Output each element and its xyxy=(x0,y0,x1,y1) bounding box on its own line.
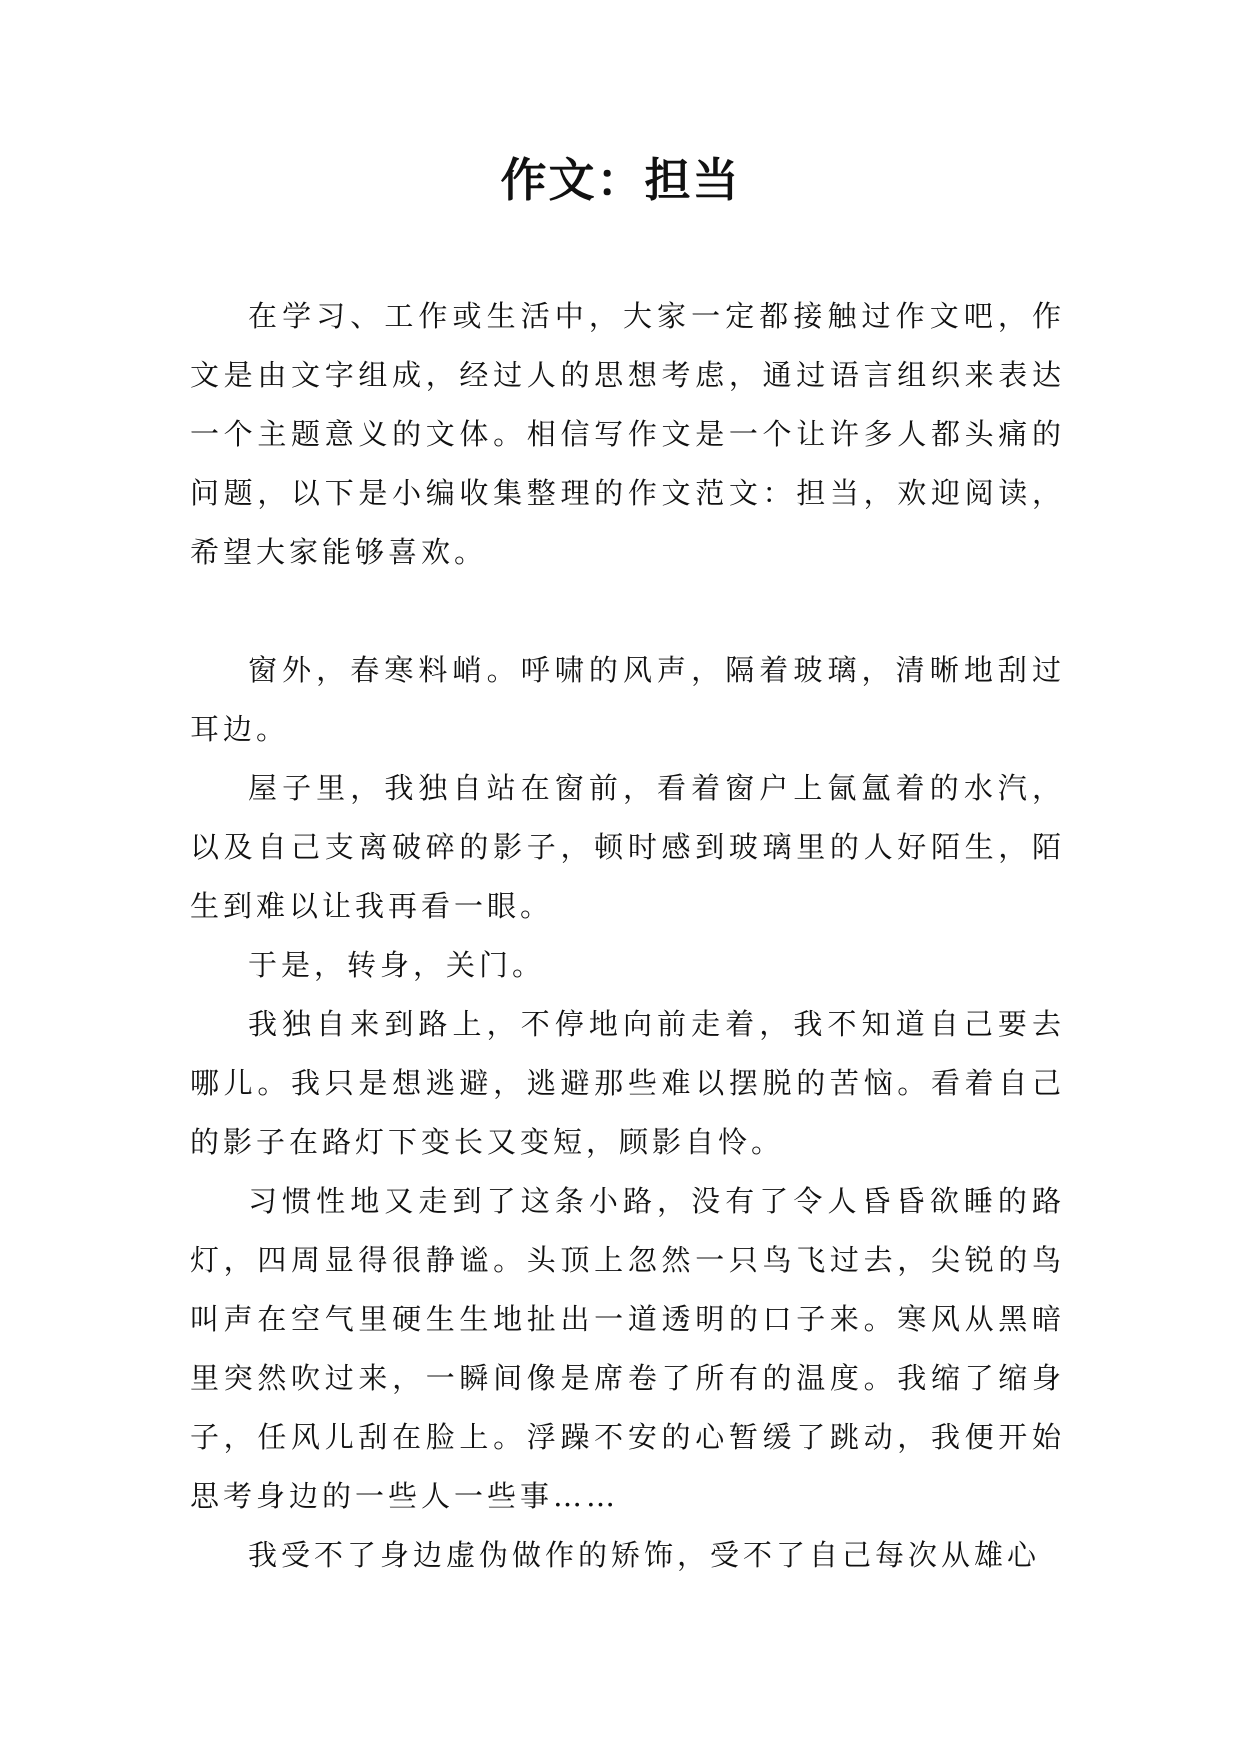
body-paragraph: 习惯性地又走到了这条小路，没有了令人昏昏欲睡的路灯，四周显得很静谧。头顶上忽然一只鸟飞过去，尖锐的鸟叫声在空气里硬生生地扯出一道透明的口子来。寒风从黑暗里突然吹过来，一瞬间像是席卷了所有的温度。我缩了缩身子，任风儿刮在脸上。浮躁不安的心暂缓了跳动，我便开始思考身边的一些人一些事…… xyxy=(190,1184,1065,1513)
body-paragraph: 我独自来到路上，不停地向前走着，我不知道自己要去哪儿。我只是想逃避，逃避那些难以摆脱的苦恼。看着自己的影子在路灯下变长又变短，顾影自怜。 xyxy=(190,1007,1065,1159)
body-paragraph: 屋子里，我独自站在窗前，看着窗户上氤氲着的水汽，以及自己支离破碎的影子，顿时感到玻璃里的人好陌生，陌生到难以让我再看一眼。 xyxy=(190,771,1065,923)
document-body xyxy=(190,287,1065,1585)
body-paragraph: 窗外，春寒料峭。呼啸的风声，隔着玻璃，清晰地刮过耳边。 xyxy=(190,653,1065,746)
body-paragraph: 于是，转身，关门。 xyxy=(248,948,546,982)
intro-paragraph: 在学习、工作或生活中，大家一定都接触过作文吧，作文是由文字组成，经过人的思想考虑，通过语言组织来表达一个主题意义的文体。相信写作文是一个让许多人都头痛的问题，以下是小编收集整理的作文范文：担当，欢迎阅读，希望大家能够喜欢。 xyxy=(190,299,1065,569)
body-paragraph: 我受不了身边虚伪做作的矫饰，受不了自己每次从雄心 xyxy=(248,1538,1041,1572)
document-title: 作文：担当 xyxy=(500,153,741,207)
